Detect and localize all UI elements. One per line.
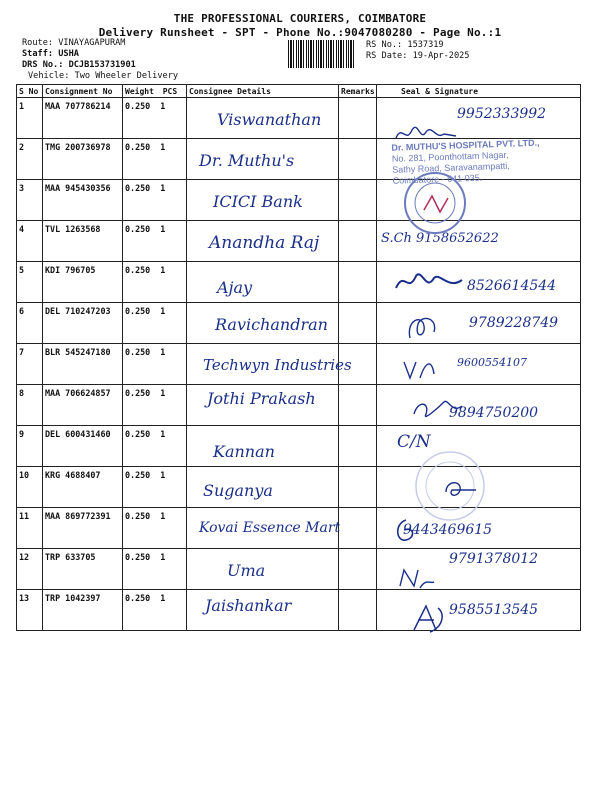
row-weight: 0.250 1 xyxy=(123,426,187,467)
row-consignee xyxy=(187,98,339,139)
stamp-line-2: No. 281, Poonthottam Nagar, xyxy=(391,149,509,164)
signature-handwriting: 9600554107 xyxy=(457,356,527,369)
row-consignee xyxy=(187,344,352,385)
row-consignment: DEL 600431460 xyxy=(43,426,123,467)
row-remarks xyxy=(339,508,377,549)
stamp-line-1: Dr. MUTHU'S HOSPITAL PVT. LTD., xyxy=(391,137,540,153)
row-sno: 6 xyxy=(17,303,43,344)
table-row xyxy=(17,426,581,467)
signature-handwriting: 9789228749 xyxy=(469,315,559,331)
consignee-handwriting: Suganya xyxy=(203,481,273,500)
row-consignment: TMG 200736978 xyxy=(43,139,123,180)
table-row xyxy=(17,262,581,303)
col-consignee: Consignee Details xyxy=(187,85,339,98)
row-remarks xyxy=(339,221,377,262)
table-row xyxy=(17,98,581,139)
row-sno: 4 xyxy=(17,221,43,262)
row-weight: 0.250 1 xyxy=(123,139,187,180)
signature-scribble-icon xyxy=(440,476,480,502)
consignee-handwriting: Ajay xyxy=(217,278,253,297)
row-remarks xyxy=(339,303,377,344)
row-sno: 2 xyxy=(17,139,43,180)
signature-scribble-icon xyxy=(404,312,444,344)
col-seal: Seal & Signature xyxy=(377,85,581,98)
signature-handwriting: 9952333992 xyxy=(457,106,547,122)
row-weight: 0.250 1 xyxy=(123,467,187,508)
signature-scribble-icon xyxy=(400,354,440,382)
row-remarks xyxy=(339,467,377,508)
row-weight: 0.250 1 xyxy=(123,385,187,426)
consignee-handwriting: Uma xyxy=(227,561,266,580)
signature-scribble-icon xyxy=(396,564,436,594)
row-consignment: KRG 4688407 xyxy=(43,467,123,508)
table-row xyxy=(17,467,581,508)
row-weight: 0.250 1 xyxy=(123,303,187,344)
table-row xyxy=(17,385,581,426)
consignee-handwriting: Kannan xyxy=(213,442,275,461)
table-header-row xyxy=(17,85,581,98)
barcode xyxy=(288,40,354,68)
col-sno: S No xyxy=(17,85,43,98)
row-weight: 0.250 1 xyxy=(123,590,187,631)
row-consignment: BLR 545247180 xyxy=(43,344,123,385)
route-label: Route: VINAYAGAPURAM xyxy=(22,38,126,48)
signature-handwriting: S.Ch 9158652622 xyxy=(381,231,499,246)
col-pcs: PCS xyxy=(162,86,178,96)
row-weight: 0.250 1 xyxy=(123,549,187,590)
consignee-handwriting: Kovai Essence Mart xyxy=(199,520,341,536)
row-consignee xyxy=(187,590,339,631)
consignee-handwriting: Anandha Raj xyxy=(209,233,320,253)
row-consignment: TVL 1263568 xyxy=(43,221,123,262)
row-consignee xyxy=(187,221,339,262)
row-sno: 5 xyxy=(17,262,43,303)
table-row xyxy=(17,221,581,262)
staff-label: Staff: USHA xyxy=(22,49,79,59)
row-remarks xyxy=(339,139,377,180)
signature-handwriting: 9443469615 xyxy=(403,522,493,538)
company-title: THE PROFESSIONAL COURIERS, COIMBATORE xyxy=(173,12,427,25)
row-sno: 8 xyxy=(17,385,43,426)
signature-scribble-icon xyxy=(392,120,462,150)
row-consignment: KDI 796705 xyxy=(43,262,123,303)
rs-date: RS Date: 19-Apr-2025 xyxy=(366,51,470,61)
signature-scribble-icon xyxy=(392,516,420,546)
row-sno: 3 xyxy=(17,180,43,221)
row-remarks xyxy=(339,344,377,385)
route-info xyxy=(22,38,136,71)
consignee-handwriting: Viswanathan xyxy=(217,110,322,129)
row-consignment: TRP 1042397 xyxy=(43,590,123,631)
row-remarks xyxy=(339,98,377,139)
col-remarks: Remarks xyxy=(339,85,377,98)
rs-number: RS No.: 1537319 xyxy=(366,40,444,50)
row-remarks xyxy=(339,426,377,467)
row-weight: 0.250 1 xyxy=(123,180,187,221)
row-consignee xyxy=(187,303,339,344)
consignee-handwriting: Ravichandran xyxy=(215,315,328,334)
row-consignment: TRP 633705 xyxy=(43,549,123,590)
rs-info xyxy=(366,40,469,62)
row-consignee xyxy=(187,508,339,549)
signature-handwriting: C/N xyxy=(397,432,431,452)
row-sno: 13 xyxy=(17,590,43,631)
row-consignee xyxy=(187,426,339,467)
consignee-handwriting: Jaishankar xyxy=(205,596,292,615)
consignee-handwriting: Techwyn Industries xyxy=(203,356,352,374)
vehicle-label: Vehicle: Two Wheeler Delivery xyxy=(28,71,179,81)
signature-handwriting: 9894750200 xyxy=(449,405,539,421)
row-weight: 0.250 1 xyxy=(123,262,187,303)
row-remarks xyxy=(339,180,377,221)
row-sno: 12 xyxy=(17,549,43,590)
table-row xyxy=(17,180,581,221)
row-sno: 11 xyxy=(17,508,43,549)
row-remarks xyxy=(339,262,377,303)
row-weight: 0.250 1 xyxy=(123,508,187,549)
signature-scribble-icon xyxy=(406,600,450,636)
signature-handwriting: 9585513545 xyxy=(449,602,539,618)
row-consignment: MAA 706624857 xyxy=(43,385,123,426)
table-row xyxy=(17,303,581,344)
row-sno: 10 xyxy=(17,467,43,508)
row-consignee xyxy=(187,180,339,221)
row-consignment: MAA 945430356 xyxy=(43,180,123,221)
row-sno: 7 xyxy=(17,344,43,385)
row-remarks xyxy=(339,549,377,590)
stamp-line-3: Sathy Road, Saravanampatti, xyxy=(392,160,510,175)
row-weight: 0.250 1 xyxy=(123,98,187,139)
drs-number: DRS No.: DCJB153731901 xyxy=(22,60,136,70)
stamp-line-4: Coimbatore - 641 035. xyxy=(392,172,483,186)
consignee-handwriting: ICICI Bank xyxy=(213,192,303,211)
signature-scribble-icon xyxy=(392,268,472,298)
row-remarks xyxy=(339,385,377,426)
table-row xyxy=(17,508,581,549)
row-weight: 0.250 1 xyxy=(123,344,187,385)
row-signature xyxy=(377,385,581,426)
row-remarks xyxy=(339,590,377,631)
table-row xyxy=(17,549,581,590)
table-row xyxy=(17,590,581,631)
row-consignee xyxy=(187,549,339,590)
row-consignee xyxy=(187,262,339,303)
signature-scribble-icon xyxy=(410,396,466,422)
consignee-handwriting: Jothi Prakash xyxy=(207,389,316,408)
col-weight-pcs xyxy=(123,85,187,98)
row-consignee xyxy=(187,467,339,508)
col-weight: Weight xyxy=(125,86,154,96)
row-consignment: MAA 869772391 xyxy=(43,508,123,549)
runsheet-subtitle: Delivery Runsheet - SPT - Phone No.:9047080280 - Page No.:1 xyxy=(98,26,502,39)
consignee-handwriting: Dr. Muthu's xyxy=(199,151,295,170)
row-consignment: DEL 710247203 xyxy=(43,303,123,344)
col-consignment: Consignment No xyxy=(43,85,123,98)
round-seal-icon xyxy=(402,170,468,236)
row-weight: 0.250 1 xyxy=(123,221,187,262)
table-row xyxy=(17,344,581,385)
row-sno: 9 xyxy=(17,426,43,467)
row-sno: 1 xyxy=(17,98,43,139)
row-consignee xyxy=(187,139,339,180)
signature-handwriting: 8526614544 xyxy=(467,278,557,294)
row-consignment: MAA 707786214 xyxy=(43,98,123,139)
row-consignee xyxy=(187,385,339,426)
signature-handwriting: 9791378012 xyxy=(449,551,539,567)
